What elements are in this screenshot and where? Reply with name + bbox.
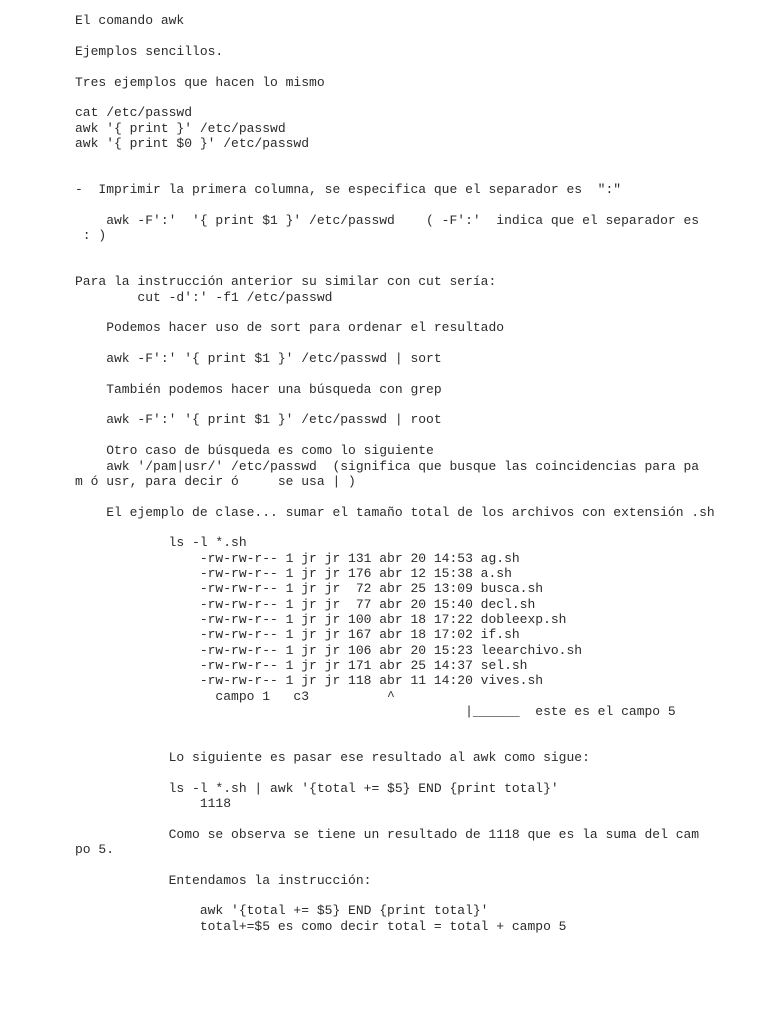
listing-row: -rw-rw-r-- 1 jr jr 118 abr 11 14:20 vives.sh bbox=[75, 673, 544, 688]
code-line: ls -l *.sh | awk '{total += $5} END {print total}' bbox=[75, 781, 559, 796]
listing-row: -rw-rw-r-- 1 jr jr 167 abr 18 17:02 if.sh bbox=[75, 627, 520, 642]
code-line: awk -F':' '{ print $1 }' /etc/passwd ( -F':' indica que el separador es bbox=[75, 213, 700, 228]
text-line: Lo siguiente es pasar ese resultado al awk como sigue: bbox=[75, 750, 590, 765]
code-line: ls -l *.sh bbox=[75, 535, 247, 550]
text-line: También podemos hacer una búsqueda con grep bbox=[75, 382, 442, 397]
listing-row: -rw-rw-r-- 1 jr jr 72 abr 25 13:09 busca.sh bbox=[75, 581, 544, 596]
text-line: El ejemplo de clase... sumar el tamaño total de los archivos con extensión .sh bbox=[75, 505, 715, 520]
listing-row: -rw-rw-r-- 1 jr jr 171 abr 25 14:37 sel.sh bbox=[75, 658, 528, 673]
section-heading: Ejemplos sencillos. bbox=[75, 44, 224, 59]
output-line: 1118 bbox=[75, 796, 232, 811]
listing-row: -rw-rw-r-- 1 jr jr 106 abr 20 15:23 leearchivo.sh bbox=[75, 643, 583, 658]
annotation-line: campo 1 c3 ^ bbox=[75, 689, 395, 704]
text-line: Como se observa se tiene un resultado de 1118 que es la suma del cam bbox=[75, 827, 700, 842]
text-line: total+=$5 es como decir total = total + campo 5 bbox=[75, 919, 567, 934]
listing-row: -rw-rw-r-- 1 jr jr 100 abr 18 17:22 dobleexp.sh bbox=[75, 612, 567, 627]
code-line: awk '{ print $0 }' /etc/passwd bbox=[75, 136, 310, 151]
annotation-line: |______ este es el campo 5 bbox=[75, 704, 676, 719]
code-line: awk '{ print }' /etc/passwd bbox=[75, 121, 286, 136]
text-line: Podemos hacer uso de sort para ordenar el resultado bbox=[75, 320, 505, 335]
text-line: m ó usr, para decir ó se usa | ) bbox=[75, 474, 356, 489]
code-line: cut -d':' -f1 /etc/passwd bbox=[75, 290, 333, 305]
text-line: Tres ejemplos que hacen lo mismo bbox=[75, 75, 325, 90]
code-line: awk '{total += $5} END {print total}' bbox=[75, 903, 489, 918]
text-line: Entendamos la instrucción: bbox=[75, 873, 372, 888]
listing-row: -rw-rw-r-- 1 jr jr 77 abr 20 15:40 decl.sh bbox=[75, 597, 536, 612]
listing-row: -rw-rw-r-- 1 jr jr 176 abr 12 15:38 a.sh bbox=[75, 566, 512, 581]
doc-title: El comando awk bbox=[75, 13, 185, 28]
text-line: po 5. bbox=[75, 842, 115, 857]
text-line: Para la instrucción anterior su similar con cut sería: bbox=[75, 274, 497, 289]
code-line: awk '/pam|usr/' /etc/passwd (significa que busque las coincidencias para pa bbox=[75, 459, 700, 474]
text-line: Otro caso de búsqueda es como lo siguiente bbox=[75, 443, 434, 458]
code-line: awk -F':' '{ print $1 }' /etc/passwd | sort bbox=[75, 351, 442, 366]
code-line: cat /etc/passwd bbox=[75, 105, 193, 120]
code-line: awk -F':' '{ print $1 }' /etc/passwd | root bbox=[75, 412, 442, 427]
listing-row: -rw-rw-r-- 1 jr jr 131 abr 20 14:53 ag.sh bbox=[75, 551, 520, 566]
text-line: : ) bbox=[75, 228, 107, 243]
text-line: - Imprimir la primera columna, se especifica que el separador es ":" bbox=[75, 182, 622, 197]
